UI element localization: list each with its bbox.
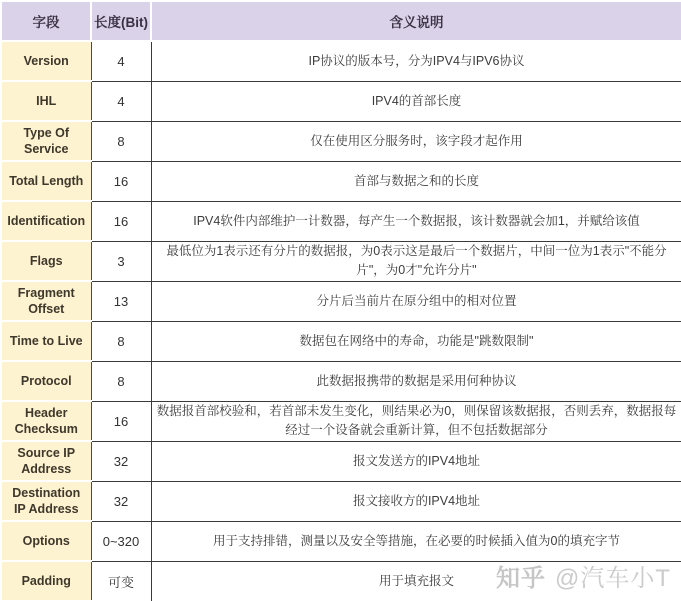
desc-cell: 用于支持排错，测量以及安全等措施，在必要的时候插入值为0的填充字节 [151, 521, 681, 561]
desc-cell: 数据包在网络中的寿命，功能是"跳数限制" [151, 321, 681, 361]
bits-cell: 32 [91, 441, 151, 481]
bits-cell: 16 [91, 201, 151, 241]
header-cell-bits: 长度(Bit) [91, 1, 151, 41]
field-cell: Padding [1, 561, 91, 601]
table-row [1, 441, 681, 481]
bits-cell: 8 [91, 121, 151, 161]
field-cell: Version [1, 41, 91, 81]
field-cell: Identification [1, 201, 91, 241]
bits-cell: 8 [91, 361, 151, 401]
field-cell: Options [1, 521, 91, 561]
table-row [1, 481, 681, 521]
desc-cell: 仅在使用区分服务时，该字段才起作用 [151, 121, 681, 161]
desc-cell: 报文发送方的IPV4地址 [151, 441, 681, 481]
desc-cell: 报文接收方的IPV4地址 [151, 481, 681, 521]
table-row [1, 41, 681, 81]
bits-cell: 13 [91, 281, 151, 321]
table-row [1, 401, 681, 441]
zhihu-logo-text: 知乎 [495, 565, 546, 592]
table-row [1, 81, 681, 121]
bits-cell: 0~320 [91, 521, 151, 561]
desc-cell: 此数据报携带的数据是采用何种协议 [151, 361, 681, 401]
table-row [1, 521, 681, 561]
desc-cell: 数据报首部校验和，若首部未发生变化，则结果必为0，则保留该数据报，否则丢弃，数据报每经过一个设备就会重新计算，但不包括数据部分 [151, 401, 681, 441]
bits-cell: 可变 [91, 561, 151, 601]
field-cell: Total Length [1, 161, 91, 201]
bits-cell: 32 [91, 481, 151, 521]
field-cell: Protocol [1, 361, 91, 401]
header-cell-field: 字段 [1, 1, 91, 41]
field-cell: Destination IP Address [1, 481, 91, 521]
desc-cell: 用于填充报文 [151, 561, 681, 601]
table-row [1, 241, 681, 281]
bits-cell: 4 [91, 81, 151, 121]
header-cell-description: 含义说明 [151, 1, 681, 41]
field-cell: Type Of Service [1, 121, 91, 161]
desc-cell: 最低位为1表示还有分片的数据报，为0表示这是最后一个数据片，中间一位为1表示"不能分片"，为0才"允许分片" [151, 241, 681, 281]
field-cell: IHL [1, 81, 91, 121]
table-row [1, 201, 681, 241]
field-cell: Header Checksum [1, 401, 91, 441]
bits-cell: 8 [91, 321, 151, 361]
field-cell: Source IP Address [1, 441, 91, 481]
field-cell: Time to Live [1, 321, 91, 361]
table-row [1, 281, 681, 321]
bits-cell: 16 [91, 401, 151, 441]
bits-cell: 4 [91, 41, 151, 81]
field-cell: Flags [1, 241, 91, 281]
watermark-author-handle: @汽车小T [554, 565, 671, 592]
bits-cell: 3 [91, 241, 151, 281]
desc-cell: IP协议的版本号，分为IPV4与IPV6协议 [151, 41, 681, 81]
desc-cell: IPV4软件内部维护一计数器，每产生一个数据报，该计数器就会加1，并赋给该值 [151, 201, 681, 241]
table-row [1, 321, 681, 361]
watermark [496, 558, 671, 593]
table-row [1, 121, 681, 161]
field-cell: Fragment Offset [1, 281, 91, 321]
desc-cell: IPV4的首部长度 [151, 81, 681, 121]
desc-cell: 首部与数据之和的长度 [151, 161, 681, 201]
table-row [1, 361, 681, 401]
table-row [1, 161, 681, 201]
header-row [1, 1, 681, 41]
bits-cell: 16 [91, 161, 151, 201]
table-body [1, 41, 681, 601]
desc-cell: 分片后当前片在原分组中的相对位置 [151, 281, 681, 321]
